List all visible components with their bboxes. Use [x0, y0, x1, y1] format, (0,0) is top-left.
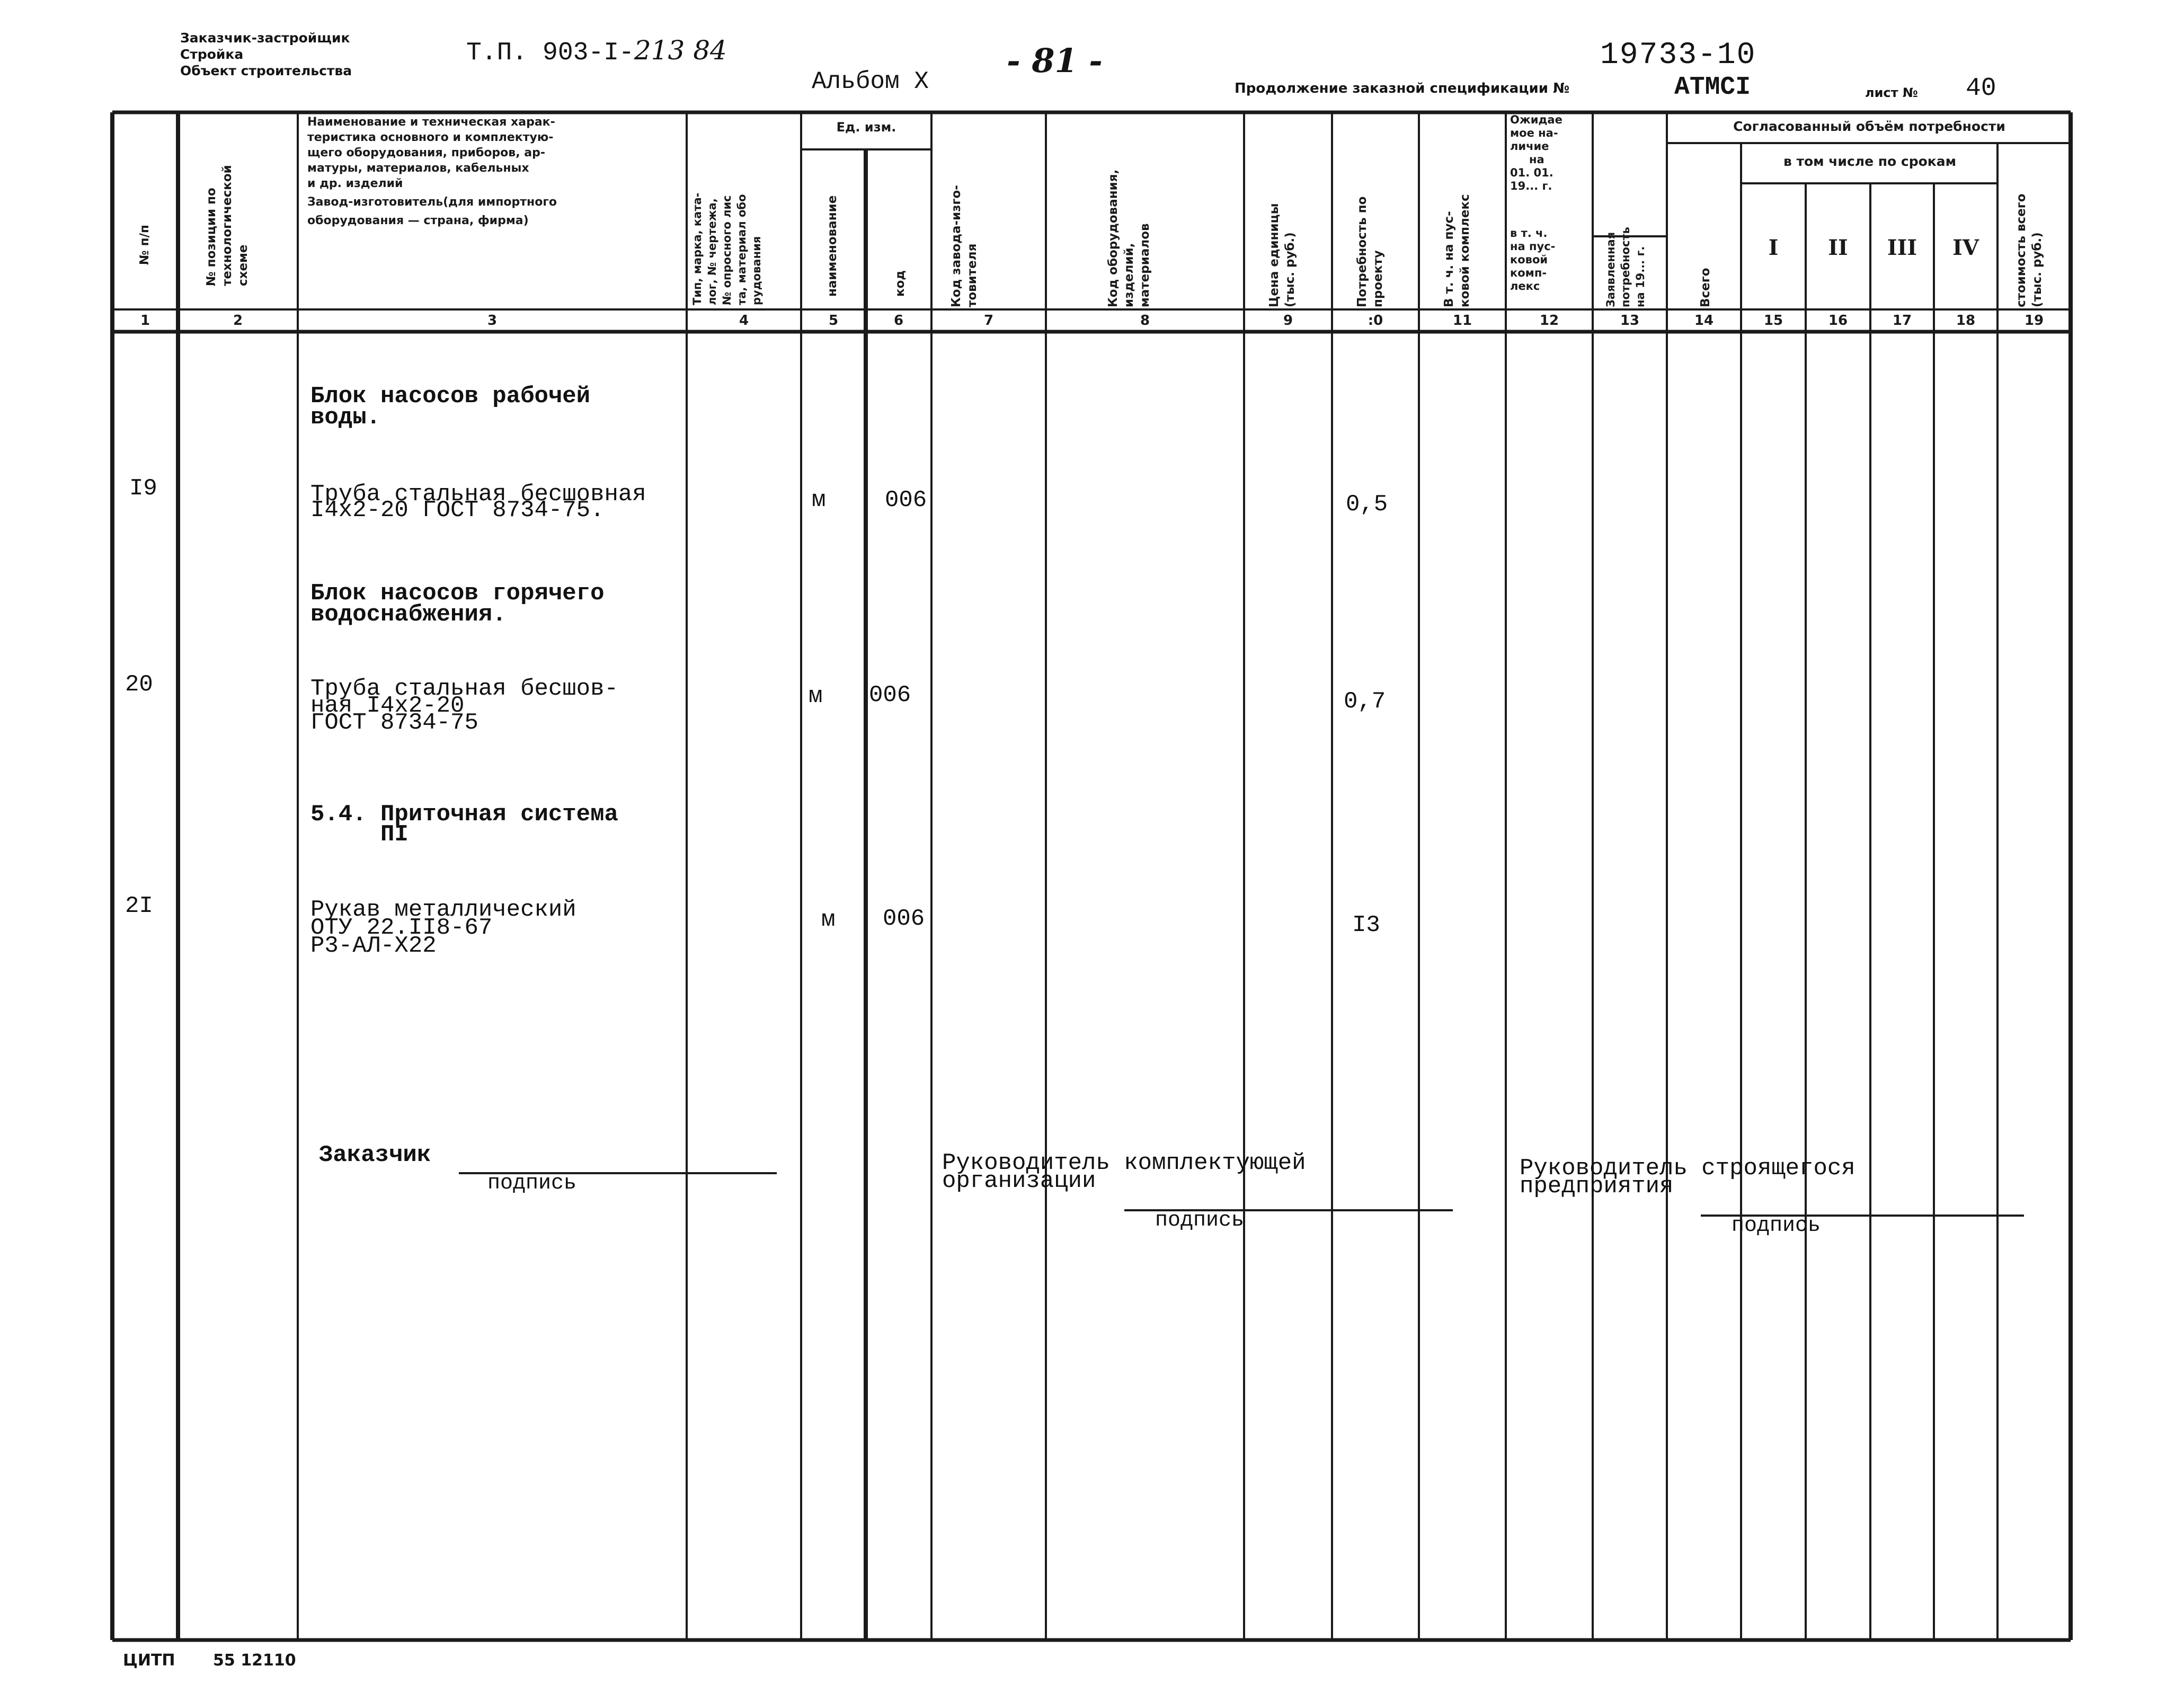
col-header-expected-stock	[1510, 113, 1590, 193]
page-number: - 81 -	[1007, 41, 1103, 80]
builder-signature-label: Руководитель строящегося предприятия	[1520, 1155, 1855, 1200]
col-header-expected-line: на	[1529, 153, 1544, 166]
col-header-description-line: матуры, материалов, кабельных	[307, 162, 529, 175]
col-header-quarter-4: IV	[1952, 235, 1979, 260]
customer-signature-caption: подпись	[487, 1172, 577, 1195]
col-header-expected-line: личие	[1510, 140, 1549, 153]
col-header-total: Всего	[1699, 268, 1712, 307]
form-code: 55 12110	[213, 1651, 296, 1670]
spec-code: АТМСI	[1674, 73, 1751, 102]
sheet-number: 40	[1966, 74, 1996, 103]
col-header-expected-launch-line: на пус-	[1510, 240, 1556, 253]
row-number: I9	[129, 475, 157, 502]
col-number: 6	[893, 313, 904, 329]
col-number: 17	[1892, 313, 1912, 329]
customer-label: Заказчик-застройщик	[180, 30, 350, 46]
col-header-description-line: теристика основного и комплектую-	[307, 131, 554, 144]
col-header-number: № п/п	[138, 225, 152, 265]
item-unit-code: 006	[885, 487, 927, 513]
object-label: Объект строительства	[180, 63, 352, 78]
col-header-declared-need: Заявленная потребность на 19... г.	[1604, 227, 1647, 307]
col-number: 5	[828, 313, 839, 329]
col-header-project-need: Потребность по проекту	[1355, 196, 1385, 307]
sheet-label: лист №	[1865, 85, 1918, 100]
item-project-need: 0,7	[1344, 688, 1386, 715]
col-header-expected-launch-line: лекс	[1510, 280, 1540, 293]
col-number: 4	[739, 313, 749, 329]
supplier-signature-caption: подпись	[1155, 1209, 1245, 1233]
item-unit-code: 006	[869, 682, 911, 708]
item-description: Труба стальная бесшовная I4x2-20 ГОСТ 8734-75.	[310, 481, 646, 524]
col-header-by-terms: в том числе по срокам	[1783, 154, 1957, 169]
customer-signature-label: Заказчик	[319, 1142, 431, 1168]
col-header-unit-name: наименование	[825, 195, 839, 297]
row-number: 2I	[125, 893, 153, 919]
col-header-unit-code: код	[893, 270, 907, 297]
col-number: 16	[1828, 313, 1848, 329]
col-header-launch-complex: В т. ч. на пус- ковой комплекс	[1442, 194, 1472, 307]
item-project-need: 0,5	[1346, 491, 1388, 518]
section-heading: Блок насосов рабочей воды.	[310, 383, 591, 431]
item-description: Рукав металлический ОТУ 22.II8-67 Р3-АЛ-Х22	[310, 897, 576, 959]
col-header-description-line: Наименование и техническая харак-	[307, 116, 555, 129]
document-number: 19733-10	[1600, 38, 1756, 73]
col-header-description	[307, 114, 685, 228]
section-heading: 5.4. Приточная система ПI	[310, 801, 618, 848]
col-header-expected-line: 01. 01.	[1510, 166, 1553, 179]
printer-mark: ЦИТП	[123, 1651, 175, 1670]
item-unit: м	[809, 683, 823, 710]
col-header-agreed-volume: Согласованный объём потребности	[1733, 119, 2005, 134]
col-header-type-brand: Тип, марка, ката- лог, № чертежа, № опросного лис та, материал обо рудования	[691, 192, 763, 305]
supplier-signature-label: Руководитель комплектующей организации	[942, 1150, 1306, 1194]
site-label: Стройка	[180, 47, 244, 62]
col-header-expected-line: 19... г.	[1510, 180, 1552, 192]
col-header-expected-launch-line: ковой	[1510, 253, 1548, 266]
item-description: Труба стальная бесшов- ная I4x2-20 ГОСТ 8734-75	[310, 676, 618, 736]
col-number: 3	[487, 313, 498, 329]
col-header-expected-launch-line: комп-	[1510, 267, 1547, 279]
item-unit: м	[821, 907, 836, 933]
col-number: 19	[2024, 313, 2044, 329]
col-header-quarter-2: II	[1828, 235, 1848, 260]
col-number: 1	[140, 313, 150, 329]
col-number: 12	[1539, 313, 1559, 329]
col-header-description-line: и др. изделий	[307, 177, 403, 190]
col-number: 8	[1140, 313, 1150, 329]
col-header-expected-line: Ожидае	[1510, 113, 1562, 126]
item-project-need: I3	[1352, 912, 1380, 938]
col-number: 2	[233, 313, 243, 329]
col-number: 7	[983, 313, 994, 329]
col-number: 9	[1283, 313, 1293, 329]
builder-signature-caption: подпись	[1732, 1214, 1821, 1238]
album-label: Альбом X	[812, 68, 929, 95]
col-header-factory-code: Код завода-изго- товителя	[949, 185, 979, 307]
col-header-description-line: Завод-изготовитель(для импортного	[307, 196, 557, 209]
col-header-expected-line: мое на-	[1510, 127, 1558, 139]
item-unit-code: 006	[883, 906, 925, 932]
col-header-equipment-code: Код оборудования, изделий, материалов	[1106, 169, 1152, 307]
col-header-scheme-position: № позиции по технологической схеме	[205, 165, 250, 286]
col-number: 18	[1956, 313, 1976, 329]
col-header-unit-price: Цена единицы (тыс. руб.)	[1267, 203, 1297, 307]
col-header-quarter-3: III	[1887, 235, 1917, 260]
col-header-description-line: оборудования — страна, фирма)	[307, 214, 529, 227]
col-number: 15	[1763, 313, 1783, 329]
col-header-unit-group: Ед. изм.	[836, 120, 896, 135]
col-number: 13	[1620, 313, 1640, 329]
item-unit: м	[812, 487, 826, 513]
col-header-description-line: щего оборудования, приборов, ар-	[307, 146, 545, 159]
continuation-label: Продолжение заказной спецификации №	[1235, 81, 1570, 96]
row-number: 20	[125, 671, 153, 698]
project-code-typed: Т.П. 903-I-	[466, 39, 634, 67]
col-header-expected-launch	[1510, 227, 1590, 293]
col-number: :0	[1368, 313, 1383, 329]
col-number: 11	[1452, 313, 1472, 329]
col-header-cost-total: стоимость всего (тыс. руб.)	[2014, 193, 2044, 307]
section-heading: Блок насосов горячего водоснабжения.	[310, 580, 605, 628]
project-code-handwritten: 213 84	[634, 35, 727, 66]
col-header-quarter-1: I	[1768, 235, 1779, 260]
col-number: 14	[1694, 313, 1714, 329]
col-header-expected-launch-line: в т. ч.	[1510, 227, 1548, 240]
